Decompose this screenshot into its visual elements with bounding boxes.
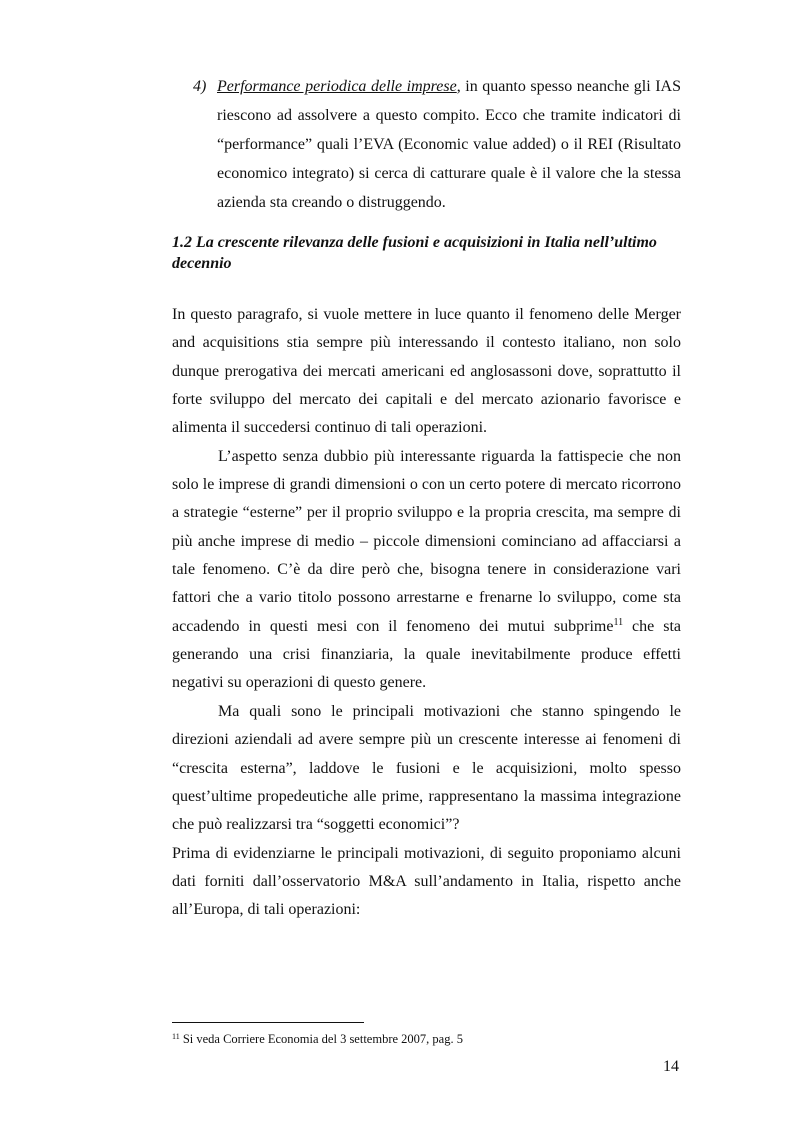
section-heading: 1.2 La crescente rilevanza delle fusioni e acquisizioni in Italia nell’ultimo decennio: [172, 234, 657, 272]
list-item-text: [217, 72, 681, 217]
list-item-underlined-title: Performance periodica delle imprese: [217, 78, 457, 95]
paragraph-3: Ma quali sono le principali motivazioni che stanno spingendo le direzioni aziendali ad avere sempre più un crescente interesse ai fenomeni di “crescita esterna”, laddove le fusioni e le acquisizioni, molto spesso quest’ultime propedeutiche alle prime, rappresentano la massima integrazione che può realizzarsi tra “soggetti economici”?: [172, 702, 681, 834]
footnote-number: 11: [172, 1032, 180, 1041]
list-number: 4): [193, 78, 207, 95]
list-item-4: [193, 72, 681, 217]
paragraph-2-text: L’aspetto senza dubbio più interessante riguarda la fattispecie che non solo le imprese di grandi dimensioni o con un certo potere di mercato ricorrono a strategie “esterne” per il proprio sviluppo e la propria crescita, ma sempre di più anche imprese di medio – piccole dimensioni cominciano ad affacciarsi a tale fenomeno. C’è da dire però che, bisogna tenere in considerazione vari fattori che a vario titolo possono arrestarne e frenarne lo sviluppo, come sta accadendo in questi mesi con il fenomeno dei mutui subprime: [172, 447, 681, 635]
footnote-divider: [172, 1022, 364, 1023]
page-number: 14: [663, 1058, 679, 1075]
footnote-text: Si veda Corriere Economia del 3 settembre 2007, pag. 5: [179, 1032, 463, 1046]
footnote: [172, 1031, 463, 1047]
paragraph-2: [172, 443, 681, 698]
paragraph-2-text-end: che sta generando una crisi finanziaria, la quale inevitabilmente produce effetti negativi su operazioni di questo genere.: [172, 617, 681, 692]
footnote-reference[interactable]: 11: [613, 616, 624, 628]
paragraph-4: Prima di evidenziarne le principali motivazioni, di seguito proponiamo alcuni dati forniti dall’osservatorio M&A sull’andamento in Italia, rispetto anche all’Europa, di tali operazioni:: [172, 844, 681, 919]
body-text: [172, 301, 681, 925]
paragraph-1: In questo paragrafo, si vuole mettere in luce quanto il fenomeno delle Merger and acquisitions stia sempre più interessando il contesto italiano, non solo dunque prerogativa dei mercati americani ed anglosassoni dove, soprattutto il forte sviluppo del mercato dei capitali e del mercato azionario favorisce e alimenta il succedersi continuo di tali operazioni.: [172, 306, 681, 437]
list-item-body: , in quanto spesso neanche gli IAS riescono ad assolvere a questo compito. Ecco che tramite indicatori di “performance” quali l’EVA (Economic value added) o il REI (Risultato economico integrato) si cerca di catturare quale è il valore che la stessa azienda sta creando o distruggendo.: [217, 78, 681, 211]
